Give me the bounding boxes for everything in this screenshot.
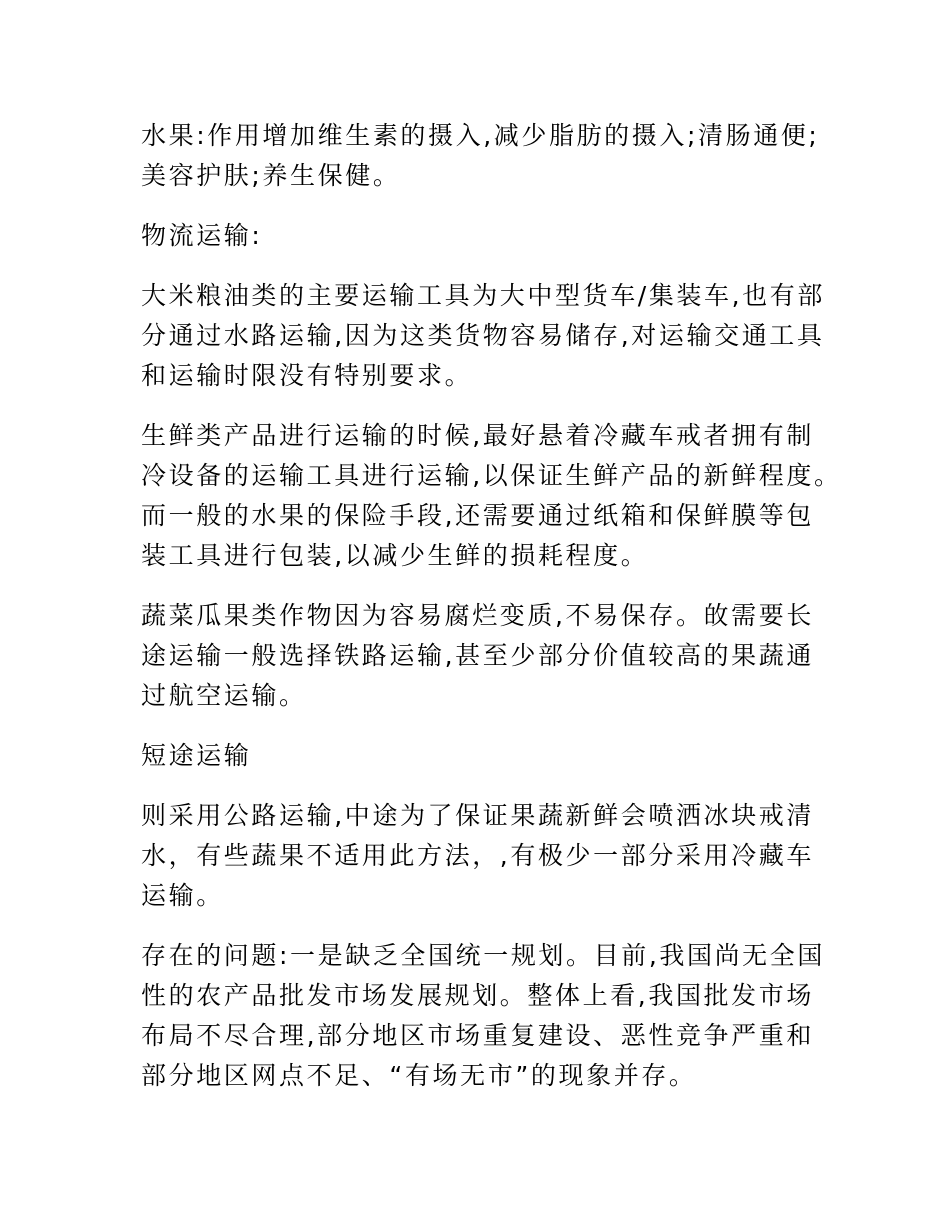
text-line: 布局不尽合理,部分地区市场重复建设、恶性竞争严重和 [141,1021,814,1050]
text-line: 运输。 [141,881,224,910]
text-line: 生鲜类产品进行运输的时候,最好悬着冷藏车戒者拥有制 [141,421,814,450]
text-line: 水，有些蔬果不适用此方法，,有极少一部分采用冷藏车 [141,841,814,870]
text-line: 分通过水路运输,因为这类货物容易储存,对运输交通工具 [141,321,825,350]
paragraph-short-distance-heading [141,736,817,776]
text-line: 而一般的水果的保险手段,还需要通过纸箱和保鲜膜等包 [141,501,814,530]
text-line: 装工具进行包装,以减少生鲜的损耗程度。 [141,541,649,570]
text-line: 性的农产品批发市场发展规划。整体上看,我国批发市场 [141,981,814,1010]
text-line: 途运输一般选择铁路运输,甚至少部分价值较高的果蔬通 [141,641,814,670]
text-line: 存在的问题:一是缺乏全国统一规划。目前,我国尚无全国 [141,941,825,970]
text-line: 部分地区网点不足、“有场无市”的现象并存。 [141,1061,697,1090]
paragraph-fresh-products-transport [141,416,842,576]
text-line: 蔬菜瓜果类作物因为容易腐烂变质,不易保存。敀需要长 [141,601,814,630]
text-line: 则采用公路运输,中途为了保证果蔬新鲜会喷洒冰块戒清 [141,801,814,830]
paragraph-vegetables-transport [141,596,817,716]
paragraph-logistics-heading [141,216,817,256]
paragraph-fruit-effects [141,116,820,196]
text-line: 冷设备的运输工具进行运输,以保证生鲜产品的新鲜程度。 [141,461,842,490]
text-line: 大米粮油类的主要运输工具为大中型货车/集装车,也有部 [141,281,825,310]
text-line: 短途运输 [141,741,252,770]
paragraph-grain-oil-transport [141,276,825,396]
paragraph-short-distance-transport [141,796,817,916]
text-line: 物流运输: [141,221,263,250]
text-line: 和运输时限没有特别要求。 [141,361,473,390]
document-body [141,116,842,1116]
text-line: 美容护肤;养生保健。 [141,161,401,190]
text-line: 过航空运输。 [141,681,307,710]
text-line: 水果:作用增加维生素的摄入,减少脂肪的摄入;清肠通便; [141,121,820,150]
paragraph-existing-problems [141,936,825,1096]
